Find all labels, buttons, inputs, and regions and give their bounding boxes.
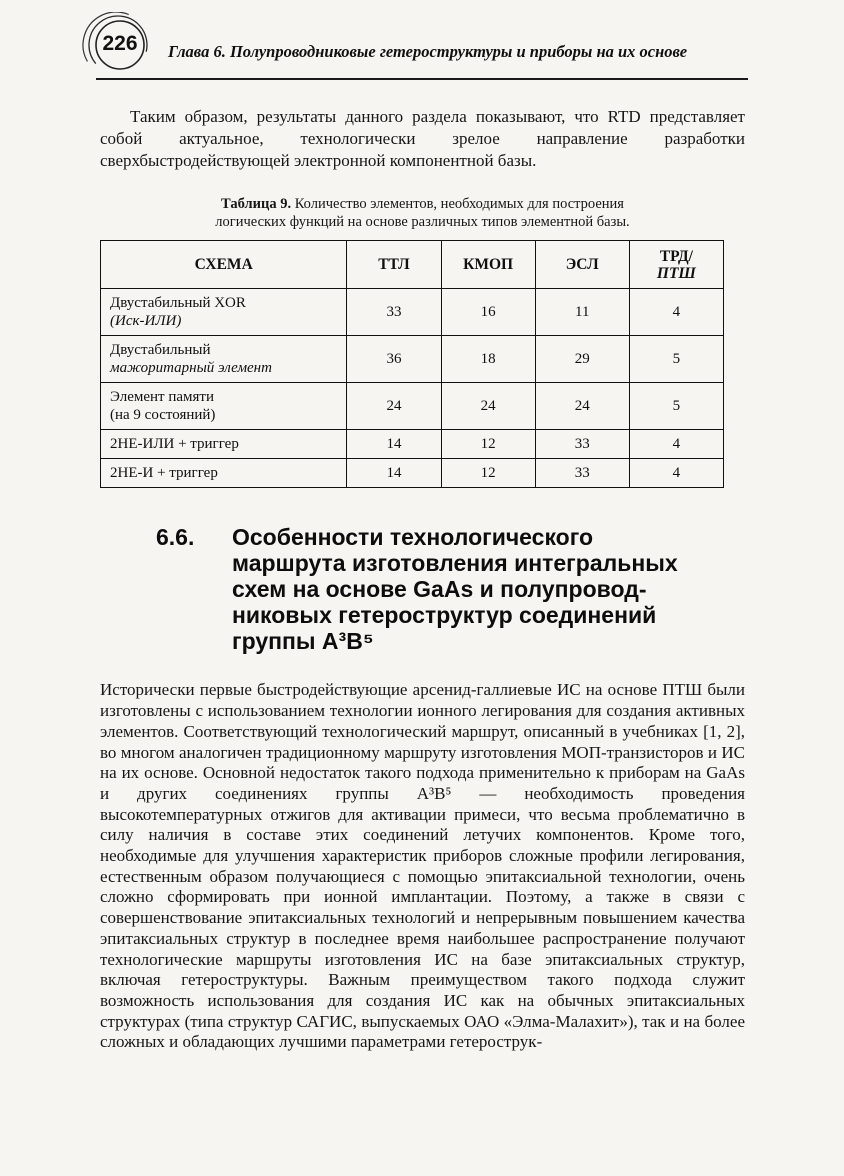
col-header-ttl: ТТЛ: [347, 241, 441, 289]
row-label-cell: [101, 383, 347, 430]
page-number: 226: [102, 32, 138, 55]
cell-value: 5: [629, 336, 723, 383]
table-caption-text1: Количество элементов, необходимых для построения: [294, 196, 624, 213]
col-header-ptsh: ПТШ: [656, 264, 696, 282]
table-caption-label: Таблица 9.: [221, 196, 292, 213]
row-label-cell: [101, 430, 347, 459]
table-caption-line1: [143, 195, 703, 213]
section-title-line: схем на основе GaAs и полупровод-: [232, 576, 647, 603]
row-label-line1: Двустабильный: [110, 342, 211, 359]
cell-value: 24: [441, 383, 535, 430]
table-caption: [143, 195, 703, 231]
elements-count-table: [100, 240, 724, 488]
col-header-trd: ТРД/: [659, 247, 693, 265]
section-title-line: никовых гетероструктур соединений: [232, 602, 657, 629]
cell-value: 12: [441, 459, 535, 488]
table-row-nand-trigger: [101, 459, 724, 488]
row-label-line2: мажоритарный элемент: [110, 360, 272, 377]
table-row-majority: [101, 336, 724, 383]
row-label-cell: [101, 459, 347, 488]
section-title-line: группы А³В⁵: [232, 628, 374, 655]
section-heading: [156, 524, 745, 654]
row-label-cell: [101, 336, 347, 383]
col-header-kmop: КМОП: [441, 241, 535, 289]
cell-value: 4: [629, 289, 723, 336]
table-row-nor-trigger: [101, 430, 724, 459]
cell-value: 36: [347, 336, 441, 383]
header-rule: [96, 78, 748, 80]
table-caption-line2: логических функций на основе различных типов элементной базы.: [215, 214, 630, 231]
table-row-memory: [101, 383, 724, 430]
cell-value: 11: [535, 289, 629, 336]
page-header: [0, 0, 844, 78]
cell-value: 12: [441, 430, 535, 459]
running-head: Глава 6. Полупроводниковые гетероструктуры и приборы на их основе: [168, 42, 688, 61]
cell-value: 4: [629, 430, 723, 459]
cell-value: 29: [535, 336, 629, 383]
row-label-line2: (на 9 состояний): [110, 407, 216, 424]
table-header-row: [101, 241, 724, 289]
intro-paragraph: Таким образом, результаты данного раздела показывают, что RTD представляет собой актуальное, технологически зрелое направление разработки сверхбыстродействующей электронной компонентной базы.: [100, 107, 745, 170]
body-paragraph: Исторически первые быстродействующие арсенид-галлиевые ИС на основе ПТШ были изготовлены с использованием технологии ионного легирования для создания активных элементов. Соответствующий технологический маршрут, описанный в учебниках [1, 2], во многом аналогичен традиционному маршруту изготовления МОП-транзисторов и ИС на их основе. Основной недостаток такого подхода применительно к приборам на GaAs и других соединениях группы А³В⁵ — необходимость проведения высокотемпературных отжигов для активации примеси, что весьма проблематично в силу наличия в составе этих соединений летучих компонентов. Кроме того, необходимые для улучшения характеристик приборов сложные профили легирования, естественным образом получающиеся с помощью эпитаксиальной технологии, очень сложно сформировать при ионной имплантации. Поэтому, а также в связи с совершенствование эпитаксиальных технологий и непрерывным повышением качества эпитаксиальных структур в последнее время наибольшее распространение получают технологические маршруты изготовления ИС на базе эпитаксиальных структур, включая гетероструктуры. Важным преимуществом такого подхода служит возможность использования для создания ИС как на обычных эпитаксиальных структурах (типа структур САГИС, выпускаемых ОАО «Элма-Малахит»), так и на более сложных и обладающих лучшими параметрами гетерострук-: [100, 680, 745, 1052]
section-title: [232, 524, 738, 654]
section-title-line: маршрута изготовления интегральных: [232, 550, 678, 577]
row-label-cell: [101, 289, 347, 336]
row-label-line1: 2НЕ-ИЛИ + триггер: [110, 436, 239, 453]
cell-value: 5: [629, 383, 723, 430]
cell-value: 14: [347, 430, 441, 459]
page-number-badge: [72, 12, 168, 80]
cell-value: 4: [629, 459, 723, 488]
cell-value: 24: [347, 383, 441, 430]
section-number: 6.6.: [156, 524, 195, 551]
col-header-esl: ЭСЛ: [535, 241, 629, 289]
cell-value: 33: [535, 459, 629, 488]
page-content: [0, 106, 844, 1053]
cell-value: 16: [441, 289, 535, 336]
col-header-schema: СХЕМА: [101, 241, 347, 289]
cell-value: 33: [347, 289, 441, 336]
row-label-line1: Двустабильный XOR: [110, 295, 246, 312]
cell-value: 33: [535, 430, 629, 459]
section-title-line: Особенности технологического: [232, 524, 594, 551]
cell-value: 18: [441, 336, 535, 383]
row-label-line1: Элемент памяти: [110, 389, 214, 406]
row-label-line1: 2НЕ-И + триггер: [110, 465, 218, 482]
cell-value: 24: [535, 383, 629, 430]
table-row-xor: [101, 289, 724, 336]
col-header-trd-ptsh: [629, 241, 723, 289]
row-label-line2: (Иск-ИЛИ): [110, 313, 182, 330]
cell-value: 14: [347, 459, 441, 488]
